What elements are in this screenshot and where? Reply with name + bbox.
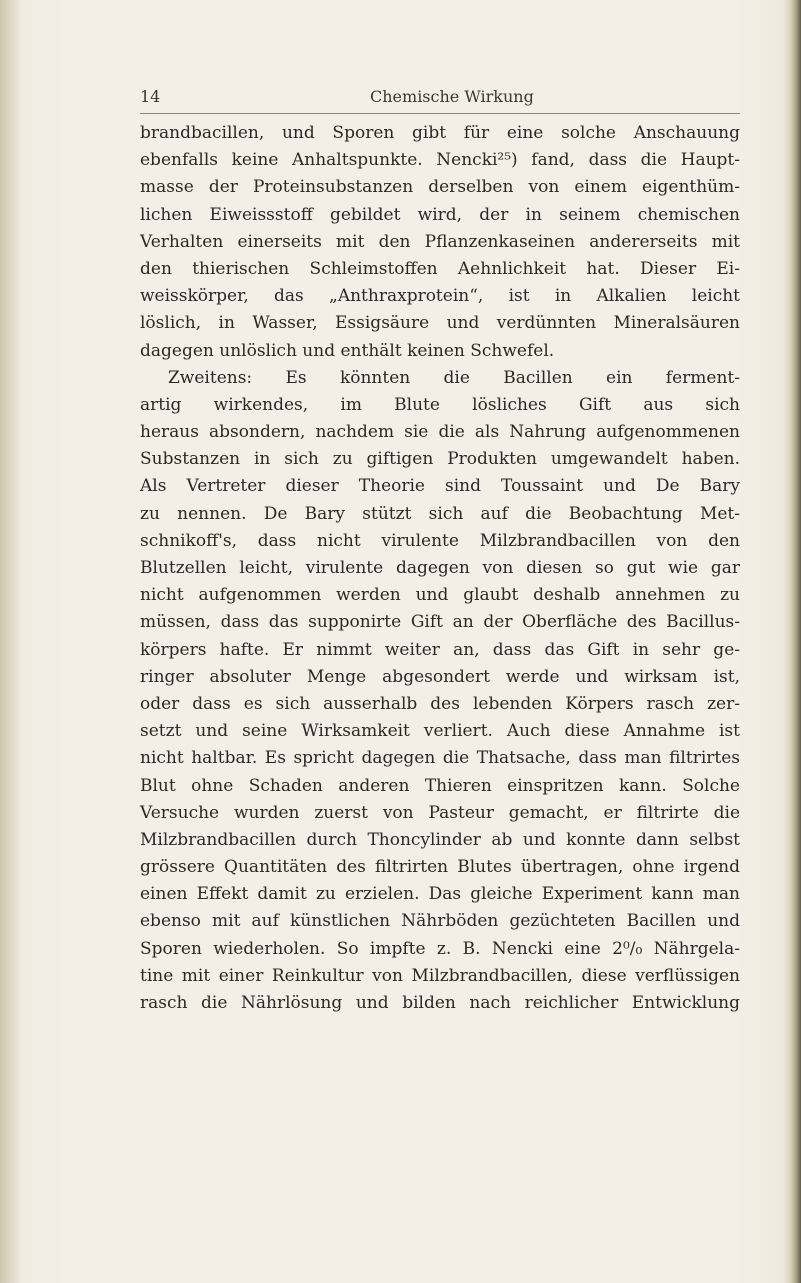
text-line: oder dass es sich ausserhalb des lebenden Körpers rasch zer- [140,693,740,714]
text-line: Als Vertreter dieser Theorie sind Toussaint und De Bary [140,476,740,497]
text-line: masse der Proteinsubstanzen derselben von einem eigenthüm- [140,177,740,198]
text-line: ebenfalls keine Anhaltspunkte. Nencki²⁵) fand, dass die Haupt- [140,150,740,171]
text-line: schnikoff's, dass nicht virulente Milzbrandbacillen von den [140,530,740,551]
text-line: Blutzellen leicht, virulente dagegen von diesen so gut wie gar [140,558,740,578]
text-line: setzt und seine Wirksamkeit verliert. Auch diese Annahme ist [140,721,740,742]
running-title: Chemische Wirkung [370,87,534,106]
header-rule [140,113,740,114]
text-line: müssen, dass das supponirte Gift an der Oberfläche des Bacillus- [140,612,740,633]
page-edge-shadow [783,0,801,1283]
text-line: grössere Quantitäten des filtrirten Blutes übertragen, ohne irgend [140,857,740,878]
text-line: Verhalten einerseits mit den Pflanzenkaseinen andererseits mit [140,231,740,252]
text-line: artig wirkendes, im Blute lösliches Gift aus sich [140,394,740,415]
page-number: 14 [140,87,161,106]
text-line: lichen Eiweissstoff gebildet wird, der in seinem chemischen [140,204,740,225]
text-line: Sporen wiederholen. So impfte z. B. Nencki eine 2⁰/₀ Nährgela- [140,938,740,959]
text-line: ringer absoluter Menge abgesondert werde und wirksam ist, [140,666,740,687]
text-line: Zweitens: Es könnten die Bacillen ein ferment- [168,367,740,388]
text-line: Blut ohne Schaden anderen Thieren einspritzen kann. Solche [140,775,740,796]
text-line: brandbacillen, und Sporen gibt für eine solche Anschauung [140,123,740,143]
text-line: ebenso mit auf künstlichen Nährböden gezüchteten Bacillen und [140,911,740,932]
text-line: einen Effekt damit zu erzielen. Das gleiche Experiment kann man [140,884,740,905]
text-line: dagegen unlöslich und enthält keinen Schwefel. [140,340,555,361]
text-line: tine mit einer Reinkultur von Milzbrandbacillen, diese verflüssigen [140,965,740,986]
text-line: den thierischen Schleimstoffen Aehnlichkeit hat. Dieser Ei- [140,258,740,279]
text-line: zu nennen. De Bary stützt sich auf die Beobachtung Met- [140,503,740,524]
text-line: Milzbrandbacillen durch Thoncylinder ab und konnte dann selbst [140,829,740,850]
body-text [140,120,740,1017]
text-line: körpers hafte. Er nimmt weiter an, dass das Gift in sehr ge- [140,639,740,660]
text-line: rasch die Nährlösung und bilden nach reichlicher Entwicklung [140,993,740,1013]
text-line: Substanzen in sich zu giftigen Produkten umgewandelt haben. [140,449,740,470]
text-line: löslich, in Wasser, Essigsäure und verdünnten Mineralsäuren [140,313,740,334]
text-line: nicht haltbar. Es spricht dagegen die Thatsache, dass man filtrirtes [140,748,740,769]
running-header [140,87,740,113]
text-line: Versuche wurden zuerst von Pasteur gemacht, er filtrirte die [140,802,740,823]
text-line: weisskörper, das „Anthraxprotein“, ist in Alkalien leicht [140,286,740,307]
text-line: heraus absondern, nachdem sie die als Nahrung aufgenommenen [140,422,740,443]
page-gutter-shadow [0,0,22,1283]
text-line: nicht aufgenommen werden und glaubt deshalb annehmen zu [140,585,740,606]
